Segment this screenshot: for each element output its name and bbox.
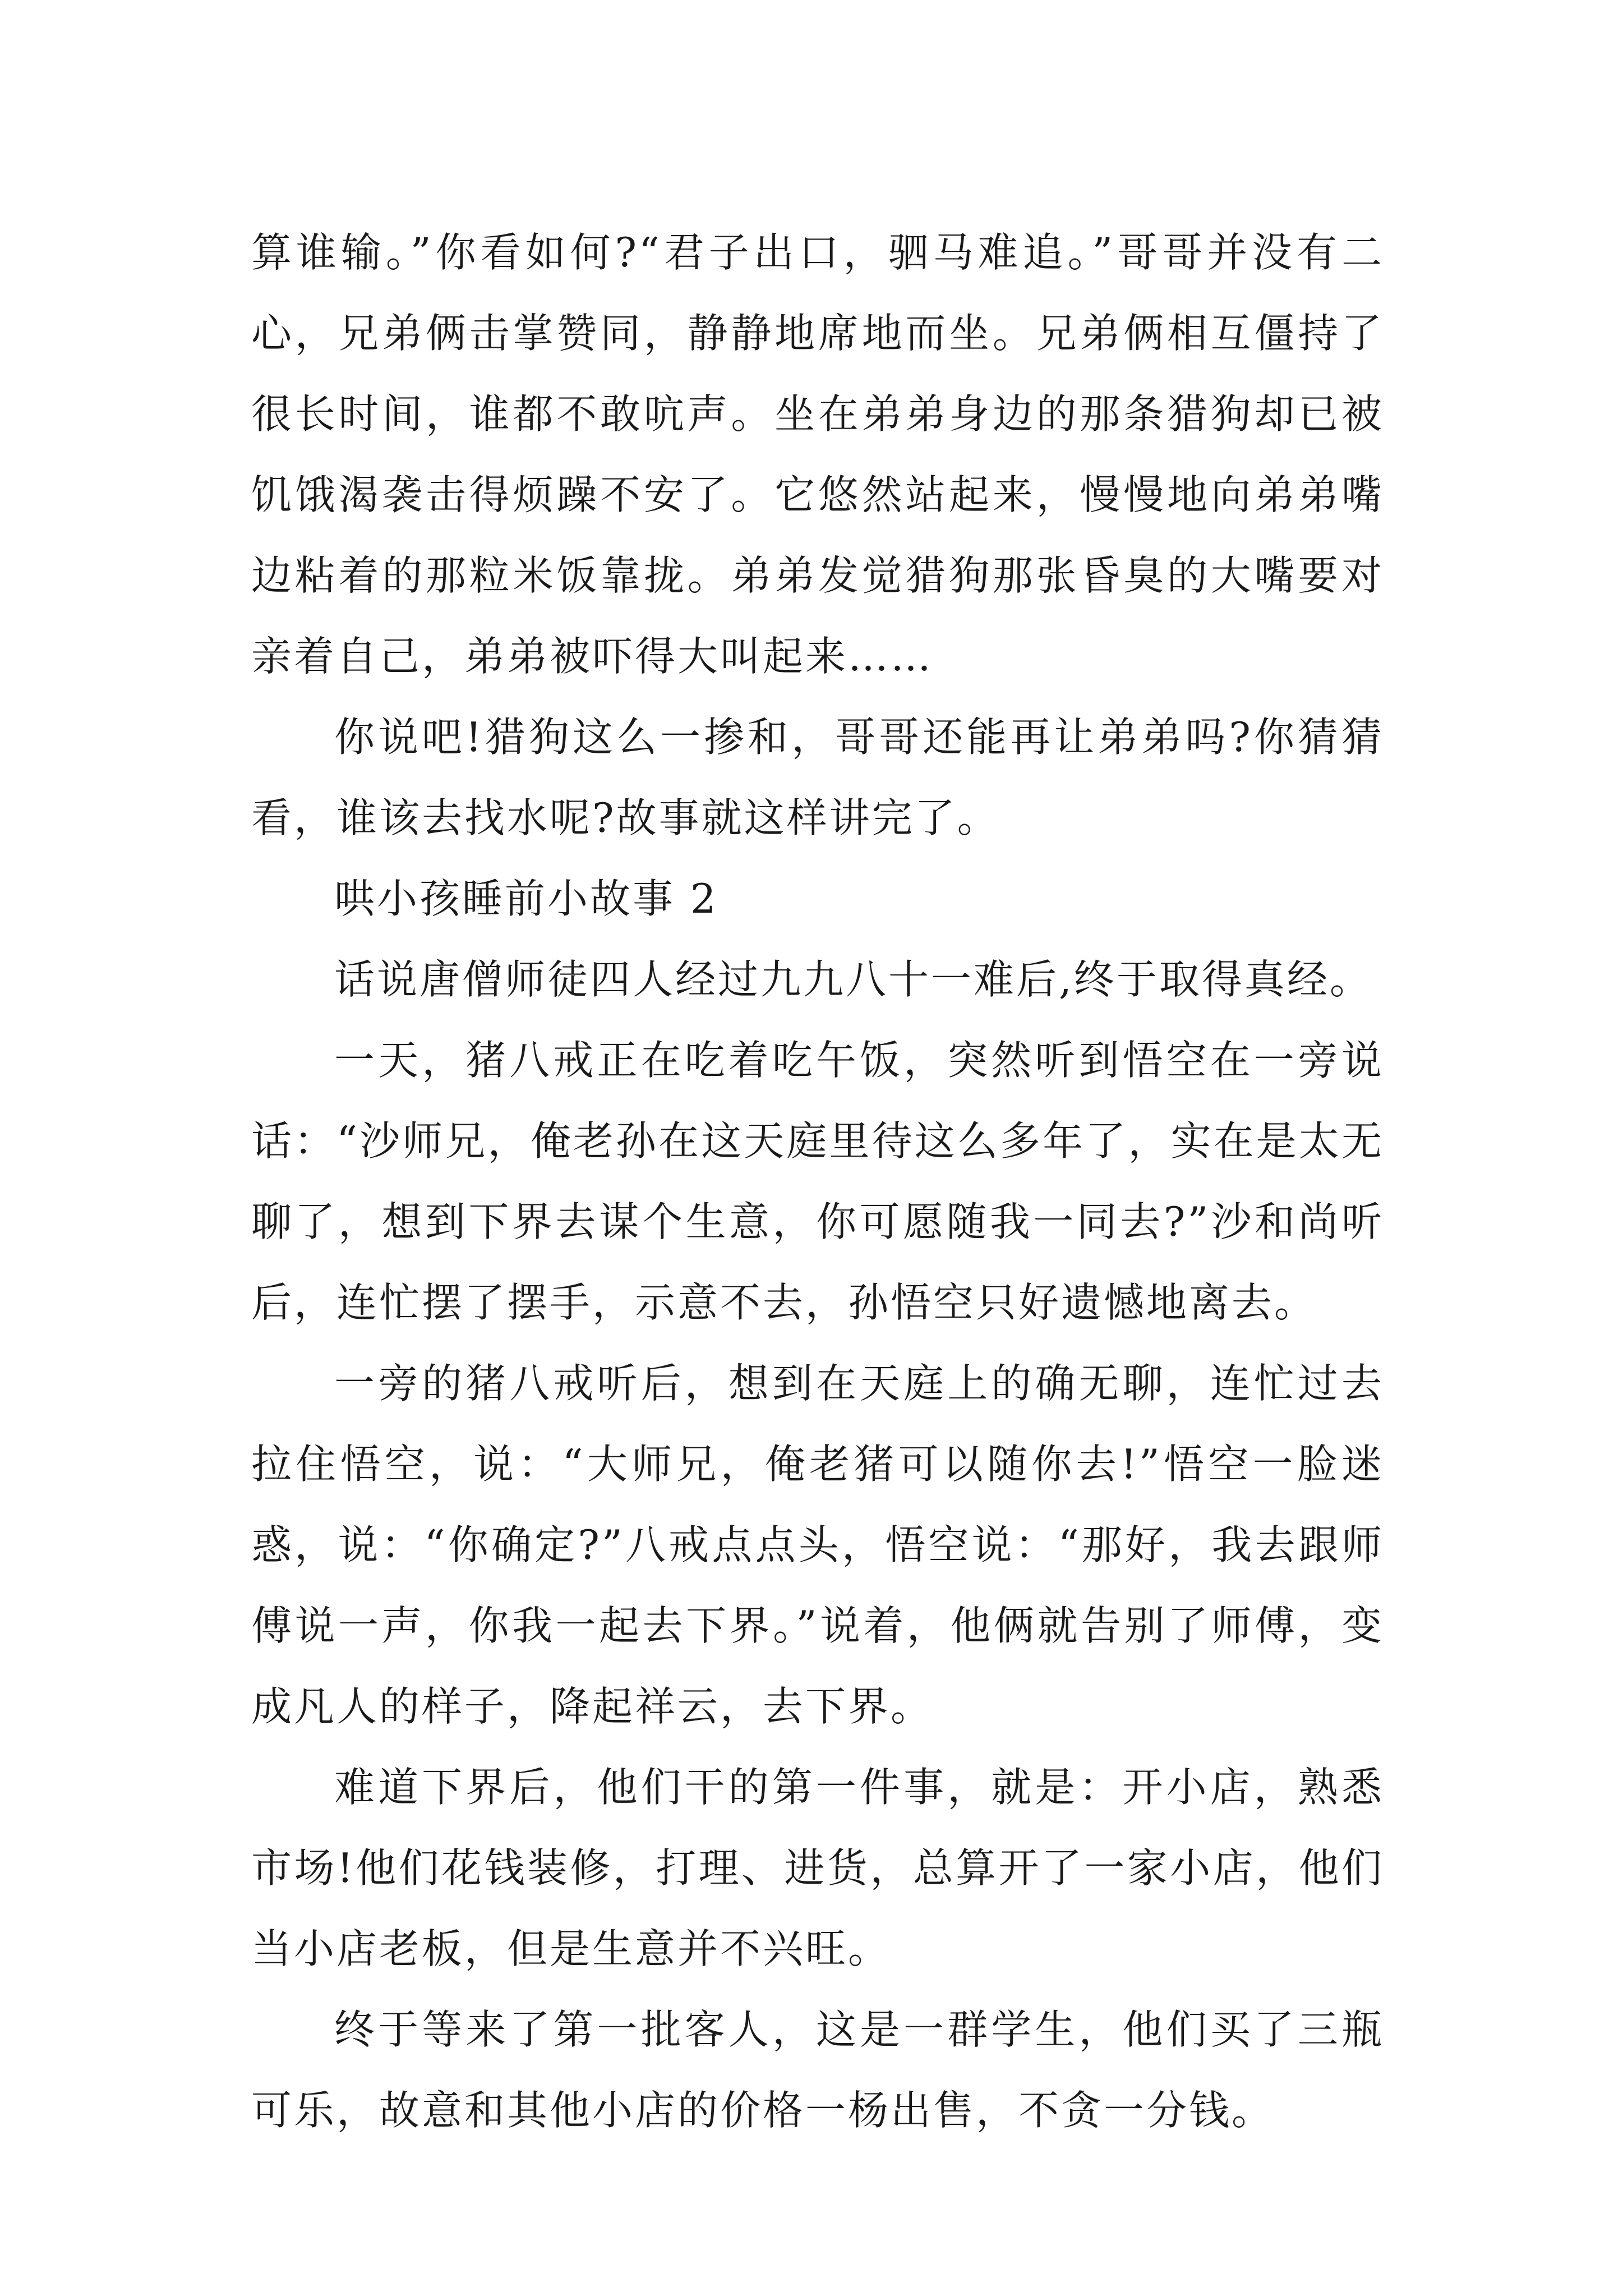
- paragraph-5: 一旁的猪八戒听后，想到在天庭上的确无聊，连忙过去拉住悟空，说：“大师兄，俺老猪可以随你去!”悟空一脸迷惑，说：“你确定?”八戒点点头，悟空说：“那好，我去跟师傅说一声，你我一起去下界。”说着，他俩就告别了师傅，变成凡人的样子，降起祥云，去下界。: [251, 1360, 1384, 1730]
- paragraph-4: 一天，猪八戒正在吃着吃午饭，突然听到悟空在一旁说话：“沙师兄，俺老孙在这天庭里待这么多年了，实在是太无聊了，想到下界去谋个生意，你可愿随我一同去?”沙和尚听后，连忙摆了摆手，示意不去，孙悟空只好遗憾地离去。: [251, 1037, 1384, 1326]
- paragraph-7: 终于等来了第一批客人，这是一群学生，他们买了三瓶可乐，故意和其他小店的价格一杨出售，不贪一分钱。: [251, 2006, 1384, 2134]
- paragraph-1: 算谁输。”你看如何?“君子出口，驷马难追。”哥哥并没有二心，兄弟俩击掌赞同，静静地席地而坐。兄弟俩相互僵持了很长时间，谁都不敢吭声。坐在弟弟身边的那条猎狗却已被饥饿渴袭击得烦躁不安了。它悠然站起来，慢慢地向弟弟嘴边粘着的那粒米饭靠拢。弟弟发觉猎狗那张昏臭的大嘴要对亲着自己，弟弟被吓得大叫起来……: [251, 229, 1384, 680]
- paragraph-6: 难道下界后，他们干的第一件事，就是：开小店，熟悉市场!他们花钱装修，打理、进货，总算开了一家小店，他们当小店老板，但是生意并不兴旺。: [251, 1764, 1384, 1972]
- paragraph-2: 你说吧!猎狗这么一掺和，哥哥还能再让弟弟吗?你猜猜看，谁该去找水呢?故事就这样讲完了。: [251, 714, 1384, 841]
- paragraph-3: 话说唐僧师徒四人经过九九八十一难后,终于取得真经。: [334, 956, 1372, 1003]
- section-heading: 哄小孩睡前小故事 2: [334, 875, 718, 922]
- document-body: [251, 212, 1384, 2151]
